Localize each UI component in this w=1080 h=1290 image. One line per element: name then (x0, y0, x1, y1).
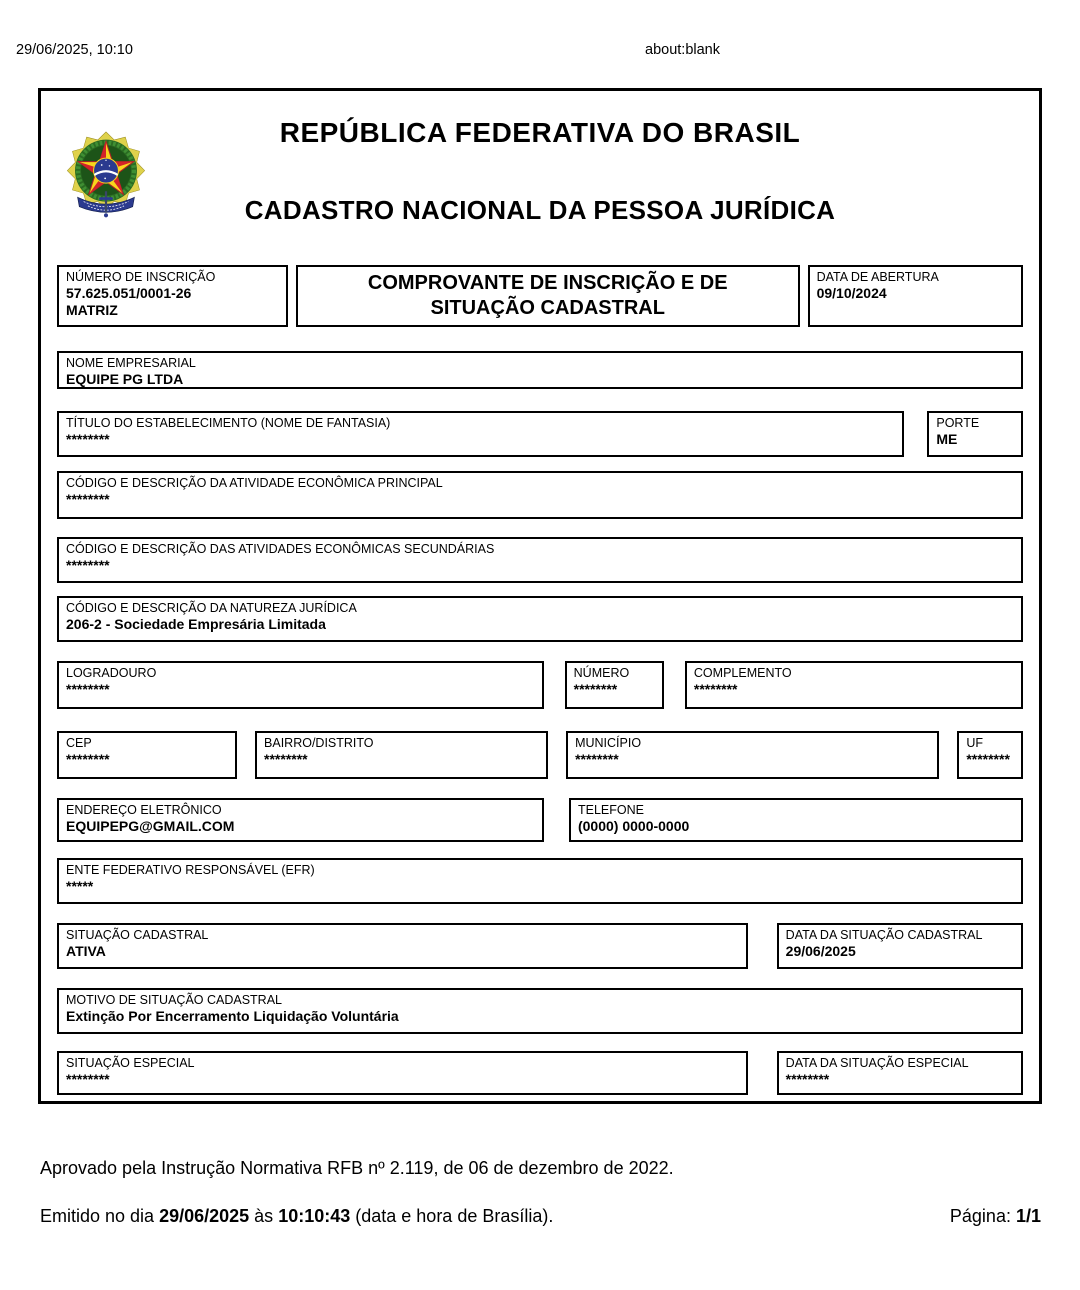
row-efr (57, 858, 1023, 904)
field-label: NÚMERO DE INSCRIÇÃO (66, 270, 216, 284)
field-complemento (685, 661, 1023, 709)
print-header-datetime: 29/06/2025, 10:10 (16, 42, 133, 58)
field-porte (927, 411, 1023, 457)
cnpj-certificate (38, 88, 1042, 1104)
field-value: ******** (66, 431, 110, 447)
row-inscricao (57, 265, 1023, 327)
row-endereco-1 (57, 661, 1023, 709)
emitted-date: 29/06/2025 (159, 1206, 250, 1226)
emitted-time: 10:10:43 (278, 1206, 351, 1226)
field-situacao-cadastral (57, 923, 748, 969)
field-value: ******** (573, 681, 618, 697)
field-value: 206-2 - Sociedade Empresária Limitada (66, 616, 326, 632)
field-label: DATA DA SITUAÇÃO CADASTRAL (785, 928, 983, 942)
field-value: ******** (693, 681, 738, 697)
row-titulo-porte (57, 411, 1023, 457)
field-label: CEP (66, 736, 92, 750)
row-atividade-principal (57, 471, 1023, 519)
field-data-situacao-especial (777, 1051, 1023, 1095)
field-situacao-especial (57, 1051, 748, 1095)
field-label: CÓDIGO E DESCRIÇÃO DAS ATIVIDADES ECONÔMICAS SECUNDÁRIAS (66, 542, 495, 556)
field-value: 29/06/2025 (785, 943, 856, 959)
field-data-situacao-cadastral (777, 923, 1023, 969)
field-label: DATA DE ABERTURA (816, 270, 939, 284)
field-value: Extinção Por Encerramento Liquidação Voluntária (66, 1008, 399, 1024)
page-label: Página: (949, 1206, 1016, 1226)
field-motivo-situacao-cadastral (57, 988, 1023, 1034)
field-telefone (569, 798, 1023, 842)
page-value: 1/1 (1015, 1206, 1041, 1226)
field-bairro-distrito (255, 731, 548, 779)
field-label: MOTIVO DE SITUAÇÃO CADASTRAL (66, 993, 283, 1007)
field-comprovante-title: COMPROVANTE DE INSCRIÇÃO E DE SITUAÇÃO CADASTRAL (296, 265, 800, 327)
field-label: TÍTULO DO ESTABELECIMENTO (NOME DE FANTASIA) (66, 416, 391, 430)
field-value: (0000) 0000-0000 (577, 818, 690, 834)
field-label: SITUAÇÃO ESPECIAL (66, 1056, 195, 1070)
row-situacao-cadastral (57, 923, 1023, 969)
field-value: ******** (264, 751, 308, 767)
field-value: ATIVA (66, 943, 106, 959)
field-label: NÚMERO (573, 666, 630, 680)
field-value: 09/10/2024 (816, 285, 887, 301)
field-value: ******** (966, 751, 1010, 767)
field-label: CÓDIGO E DESCRIÇÃO DA ATIVIDADE ECONÔMICA PRINCIPAL (66, 476, 443, 490)
row-nome-empresarial (57, 351, 1023, 389)
emission-line (40, 1206, 1041, 1227)
emitted-connector: às (249, 1206, 279, 1226)
field-label: TELEFONE (577, 803, 644, 817)
field-endereco-eletronico (57, 798, 544, 842)
field-label: SITUAÇÃO CADASTRAL (66, 928, 209, 942)
field-value: ******** (575, 751, 619, 767)
row-motivo-situacao (57, 988, 1023, 1034)
field-value: ******** (66, 751, 110, 767)
field-value: ******** (66, 681, 110, 697)
field-value: ******** (66, 1071, 110, 1087)
field-numero-inscricao (57, 265, 288, 327)
field-label: PORTE (936, 416, 980, 430)
field-atividade-principal (57, 471, 1023, 519)
field-titulo-estabelecimento (57, 411, 904, 457)
row-atividades-secundarias (57, 537, 1023, 583)
field-label: LOGRADOURO (66, 666, 157, 680)
field-data-abertura (808, 265, 1023, 327)
field-value: ******** (785, 1071, 830, 1087)
field-label: ENTE FEDERATIVO RESPONSÁVEL (EFR) (66, 863, 315, 877)
field-value: ME (936, 431, 958, 447)
field-value: EQUIPE PG LTDA (66, 371, 184, 387)
field-branch-type: MATRIZ (66, 302, 118, 318)
field-label: NOME EMPRESARIAL (66, 356, 196, 370)
page-indicator (950, 1206, 1041, 1227)
row-endereco-2 (57, 731, 1023, 779)
field-natureza-juridica (57, 596, 1023, 642)
field-value: ******** (66, 491, 110, 507)
document-title: REPÚBLICA FEDERATIVA DO BRASIL (279, 117, 801, 148)
approval-note: Aprovado pela Instrução Normativa RFB nº 2.119, de 06 de dezembro de 2022. (40, 1158, 674, 1178)
row-contato (57, 798, 1023, 842)
field-efr (57, 858, 1023, 904)
field-label: BAIRRO/DISTRITO (264, 736, 374, 750)
field-label: UF (966, 736, 983, 750)
field-label: DATA DA SITUAÇÃO ESPECIAL (785, 1056, 969, 1070)
field-label: ENDEREÇO ELETRÔNICO (66, 803, 222, 817)
field-cep (57, 731, 237, 779)
emission-text (40, 1206, 553, 1227)
row-natureza-juridica (57, 596, 1023, 642)
field-label: MUNICÍPIO (575, 736, 642, 750)
row-situacao-especial (57, 1051, 1023, 1095)
field-municipio (566, 731, 939, 779)
document-subtitle: CADASTRO NACIONAL DA PESSOA JURÍDICA (244, 195, 836, 225)
field-value: 57.625.051/0001-26 (66, 285, 192, 301)
field-nome-empresarial (57, 351, 1023, 389)
field-value: ***** (66, 878, 94, 894)
field-label: COMPLEMENTO (693, 666, 792, 680)
field-label: CÓDIGO E DESCRIÇÃO DA NATUREZA JURÍDICA (66, 601, 357, 615)
field-uf (957, 731, 1023, 779)
field-atividades-secundarias (57, 537, 1023, 583)
document-header (57, 91, 1023, 265)
field-logradouro (57, 661, 544, 709)
emitted-suffix: (data e hora de Brasília). (350, 1206, 554, 1226)
emitted-prefix: Emitido no dia (40, 1206, 160, 1226)
field-value: EQUIPEPG@GMAIL.COM (66, 818, 235, 834)
print-header-page-title: about:blank (645, 42, 720, 58)
field-value: ******** (66, 557, 110, 573)
field-numero (565, 661, 664, 709)
